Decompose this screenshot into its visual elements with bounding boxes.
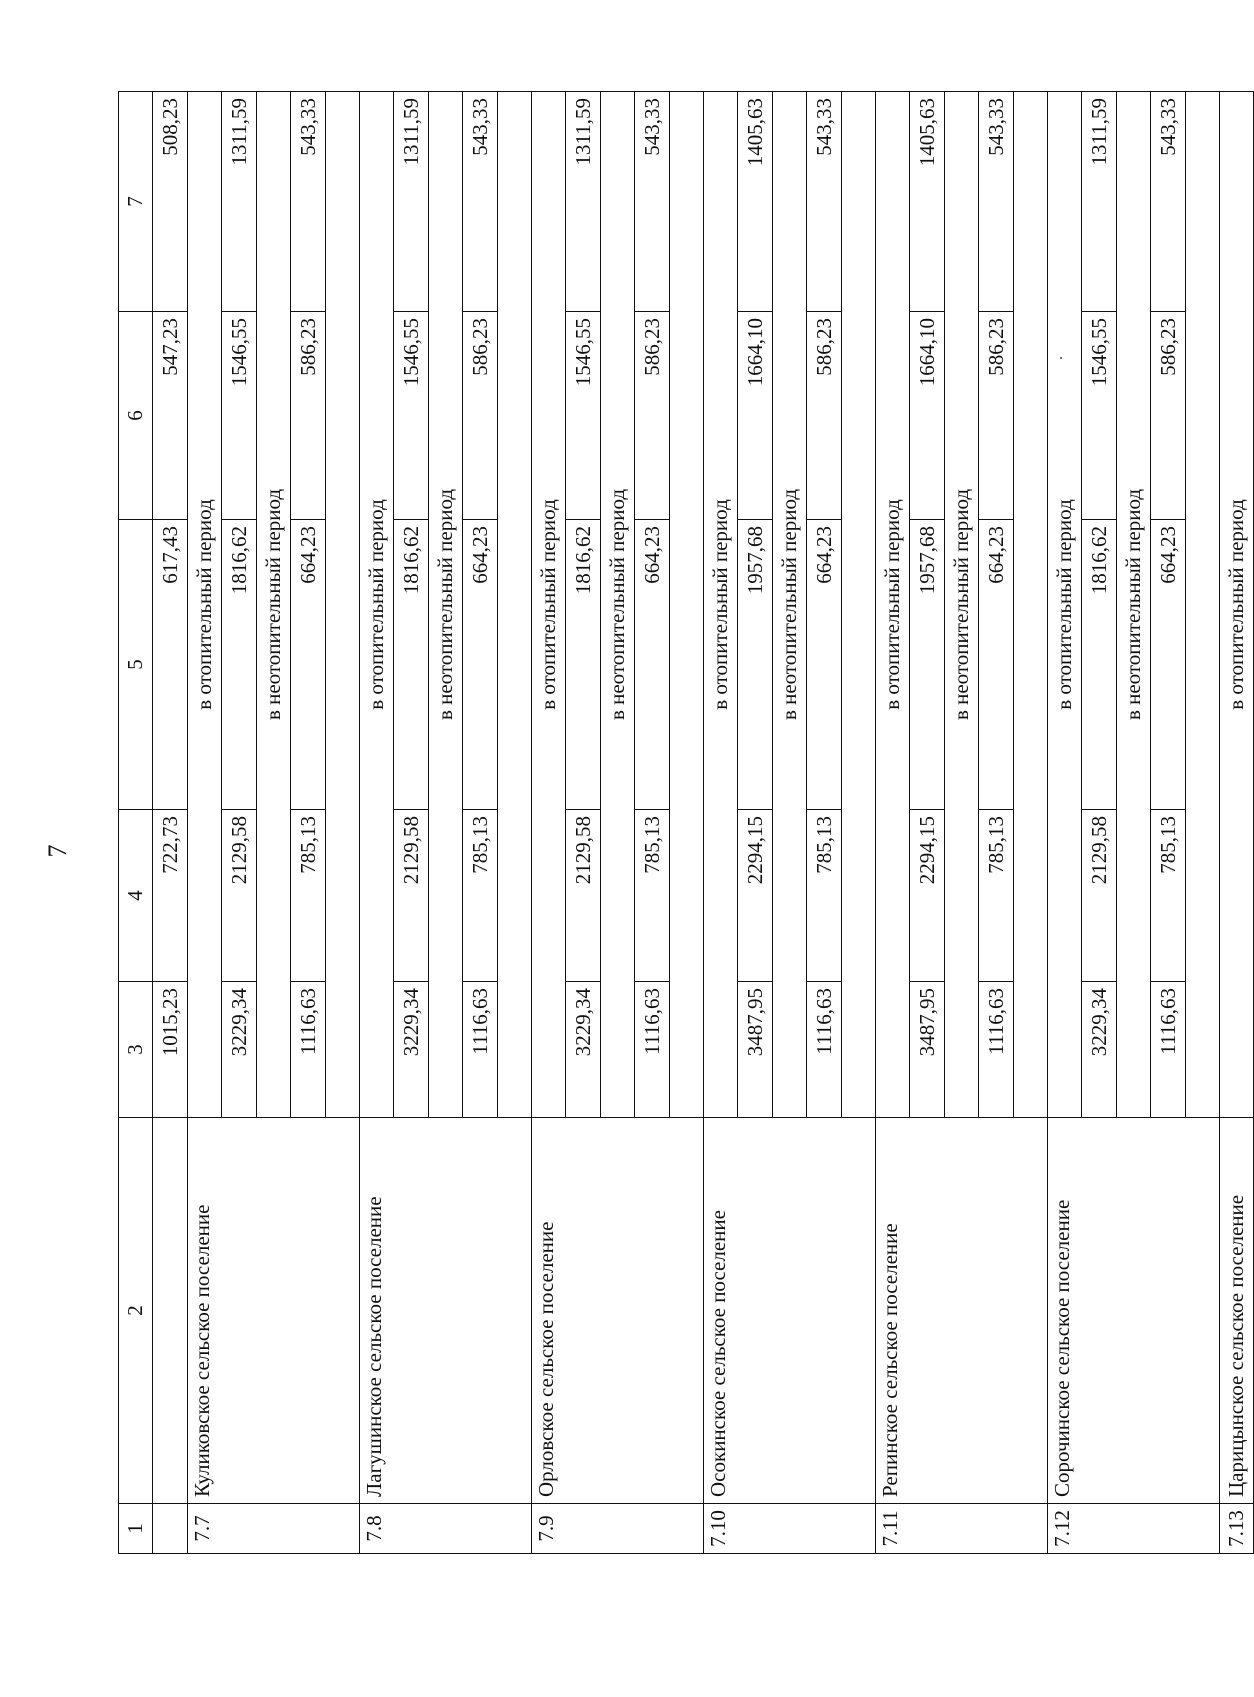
- value-cell: 586,23: [1151, 312, 1186, 520]
- settlement-name: Куликовское сельское поселение: [188, 1118, 360, 1504]
- value-cell: 1546,55: [1082, 312, 1117, 520]
- value-cell: 1116,63: [807, 982, 842, 1118]
- value-cell: 664,23: [463, 520, 498, 810]
- value-cell: 785,13: [1151, 810, 1186, 982]
- period-label: в отопительный период: [188, 92, 222, 1118]
- header-cell: 4: [119, 810, 153, 982]
- header-row: [119, 92, 153, 1554]
- section-row: [704, 92, 738, 1554]
- period-label: в неотопительный период: [601, 92, 635, 1118]
- value-cell: 2294,15: [738, 810, 773, 982]
- value-cell: 1405,63: [738, 92, 773, 312]
- header-cell: 2: [119, 1118, 153, 1504]
- settlement-name: Репинское сельское поселение: [876, 1118, 1048, 1504]
- value-cell: 543,33: [807, 92, 842, 312]
- row-number: 7.13: [1220, 1504, 1254, 1554]
- value-cell: 1546,55: [222, 312, 257, 520]
- value-cell: 1664,10: [910, 312, 945, 520]
- period-label: в отопительный период: [704, 92, 738, 1118]
- value-cell: 664,23: [291, 520, 326, 810]
- period-label: в неотопительный период: [1117, 92, 1151, 1118]
- value-cell: 785,13: [807, 810, 842, 982]
- value-cell: 1311,59: [394, 92, 429, 312]
- page-number: 7: [43, 844, 72, 858]
- tariff-table: [118, 91, 1254, 1554]
- value-cell: 2129,58: [566, 810, 601, 982]
- period-label: в неотопительный период: [945, 92, 979, 1118]
- value-cell: 2129,58: [222, 810, 257, 982]
- empty-cell: [153, 1118, 188, 1504]
- value-cell: 785,13: [463, 810, 498, 982]
- value-cell: 664,23: [635, 520, 670, 810]
- value-cell: 617,43: [153, 520, 188, 810]
- value-cell: 3229,34: [222, 982, 257, 1118]
- value-cell: 1816,62: [394, 520, 429, 810]
- value-cell: 785,13: [291, 810, 326, 982]
- settlement-name: Орловское сельское поселение: [532, 1118, 704, 1504]
- value-cell: 543,33: [635, 92, 670, 312]
- value-cell: 1664,10: [738, 312, 773, 520]
- period-label: в отопительный период: [532, 92, 566, 1118]
- value-cell: 1816,62: [222, 520, 257, 810]
- value-cell: 586,23: [463, 312, 498, 520]
- row-number: 7.9: [532, 1504, 704, 1554]
- value-cell: 1116,63: [1151, 982, 1186, 1118]
- period-label: в отопительный период: [876, 92, 910, 1118]
- value-cell: 1311,59: [222, 92, 257, 312]
- value-cell: 1116,63: [635, 982, 670, 1118]
- value-cell: 3229,34: [1082, 982, 1117, 1118]
- value-cell: 1116,63: [979, 982, 1014, 1118]
- value-cell: 1311,59: [566, 92, 601, 312]
- empty-cell: [1186, 92, 1220, 1118]
- value-cell: 1116,63: [463, 982, 498, 1118]
- header-cell: 5: [119, 520, 153, 810]
- table-body: [119, 92, 1254, 1554]
- empty-cell: [498, 92, 532, 1118]
- value-cell: 543,33: [291, 92, 326, 312]
- settlement-name: Царицынское сельское поселение: [1220, 1118, 1254, 1504]
- value-cell: 586,23: [291, 312, 326, 520]
- value-cell: 2129,58: [394, 810, 429, 982]
- value-cell: 586,23: [979, 312, 1014, 520]
- value-cell: 543,33: [1151, 92, 1186, 312]
- value-cell: 3229,34: [566, 982, 601, 1118]
- value-cell: 1311,59: [1082, 92, 1117, 312]
- value-cell: 664,23: [807, 520, 842, 810]
- header-cell: 7: [119, 92, 153, 312]
- value-cell: 1546,55: [566, 312, 601, 520]
- value-cell: 508,23: [153, 92, 188, 312]
- row-number: 7.12: [1048, 1504, 1220, 1554]
- value-cell: 1957,68: [738, 520, 773, 810]
- value-cell: 1957,68: [910, 520, 945, 810]
- rotated-table-container: [118, 92, 1248, 1554]
- value-cell: 1015,23: [153, 982, 188, 1118]
- value-cell: 1546,55: [394, 312, 429, 520]
- row-number: 7.8: [360, 1504, 532, 1554]
- settlement-name: Осокинское сельское поселение: [704, 1118, 876, 1504]
- row-number: 7.11: [876, 1504, 1048, 1554]
- section-row: [876, 92, 910, 1554]
- value-cell: 785,13: [635, 810, 670, 982]
- value-cell: 586,23: [635, 312, 670, 520]
- header-cell: 6: [119, 312, 153, 520]
- value-cell: 3487,95: [738, 982, 773, 1118]
- value-cell: 1816,62: [566, 520, 601, 810]
- empty-cell: [326, 92, 360, 1118]
- period-label: в неотопительный период: [773, 92, 807, 1118]
- section-row: [1220, 92, 1254, 1554]
- value-cell: 2294,15: [910, 810, 945, 982]
- empty-cell: [842, 92, 876, 1118]
- section-row: [1048, 92, 1082, 1554]
- settlement-name: Лагушинское сельское поселение: [360, 1118, 532, 1504]
- empty-cell: [1014, 92, 1048, 1118]
- value-cell: 586,23: [807, 312, 842, 520]
- value-cell: 785,13: [979, 810, 1014, 982]
- value-cell: 664,23: [1151, 520, 1186, 810]
- empty-cell: [153, 1504, 188, 1554]
- settlement-name: Сорочинское сельское поселение: [1048, 1118, 1220, 1504]
- value-cell: 2129,58: [1082, 810, 1117, 982]
- value-cell: 1816,62: [1082, 520, 1117, 810]
- value-cell: 1116,63: [291, 982, 326, 1118]
- value-cell: 722,73: [153, 810, 188, 982]
- empty-cell: [670, 92, 704, 1118]
- section-row: [188, 92, 222, 1554]
- value-cell: 543,33: [979, 92, 1014, 312]
- period-label: в отопительный период: [360, 92, 394, 1118]
- value-cell: 1405,63: [910, 92, 945, 312]
- row-number: 7.10: [704, 1504, 876, 1554]
- period-label: в неотопительный период: [257, 92, 291, 1118]
- header-cell: 3: [119, 982, 153, 1118]
- value-cell: 3487,95: [910, 982, 945, 1118]
- value-cell: 543,33: [463, 92, 498, 312]
- header-cell: 1: [119, 1504, 153, 1554]
- section-row: [360, 92, 394, 1554]
- lead-row: [153, 92, 188, 1554]
- row-number: 7.7: [188, 1504, 360, 1554]
- value-cell: 664,23: [979, 520, 1014, 810]
- section-row: [532, 92, 566, 1554]
- period-label: в отопительный период: [1220, 92, 1254, 1118]
- period-label: в неотопительный период: [429, 92, 463, 1118]
- period-label: в отопительный период: [1048, 92, 1082, 1118]
- value-cell: 3229,34: [394, 982, 429, 1118]
- value-cell: 547,23: [153, 312, 188, 520]
